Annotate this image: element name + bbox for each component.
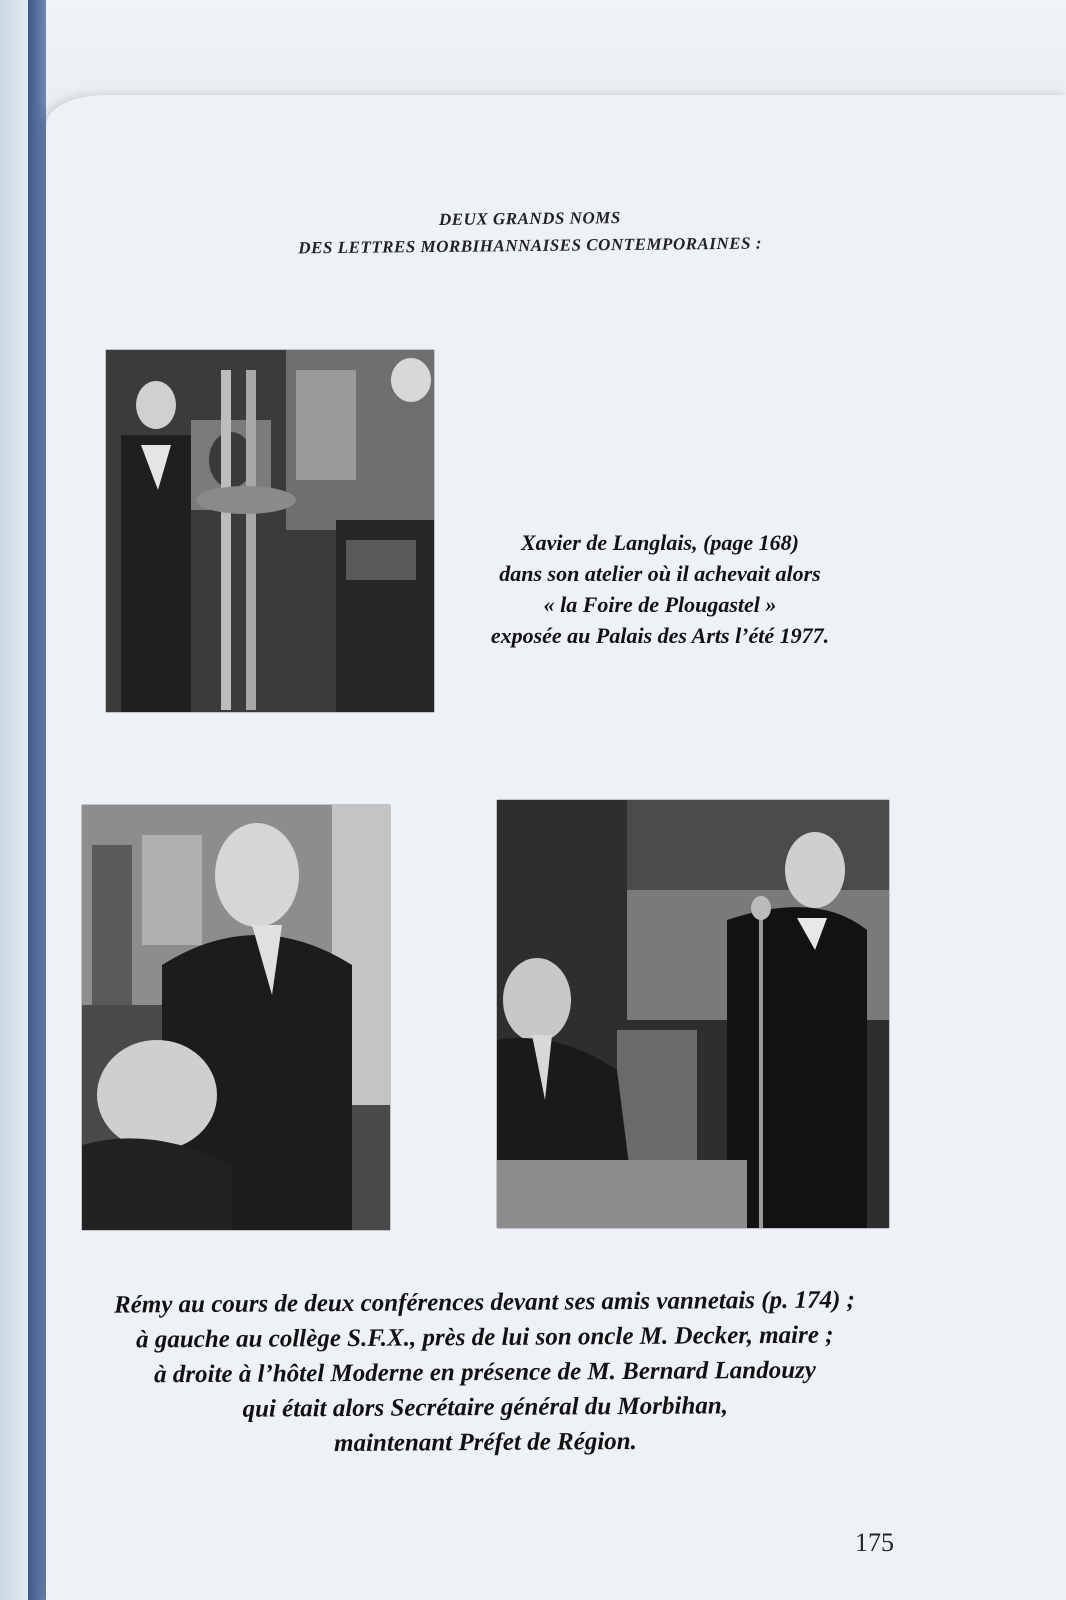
caption-bottom-line-2: à gauche au collège S.F.X., près de lui son oncle M. Decker, maire ; bbox=[135, 1321, 834, 1354]
photo-painter-studio bbox=[106, 350, 434, 712]
caption-bottom-line-4: qui était alors Secrétaire général du Morbihan, bbox=[242, 1392, 729, 1423]
caption-bottom-line-5: maintenant Préfet de Région. bbox=[334, 1427, 637, 1458]
caption-bottom-line-3: à droite à l’hôtel Moderne en présence de M. Bernard Landouzy bbox=[154, 1356, 816, 1389]
photo-conference-college bbox=[82, 805, 390, 1230]
caption-bottom bbox=[59, 1282, 910, 1463]
page-number: 175 bbox=[855, 1528, 894, 1557]
heading-line-1: DEUX GRANDS NOMS bbox=[438, 208, 621, 229]
caption-top-line-3: « la Foire de Plougastel » bbox=[543, 592, 777, 617]
caption-top-line-2: dans son atelier où il achevait alors bbox=[499, 561, 821, 586]
caption-bottom-line-1: Rémy au cours de deux conférences devant ses amis vannetais (p. 174) ; bbox=[113, 1286, 856, 1319]
caption-top bbox=[445, 527, 875, 651]
photo-conference-hotel bbox=[497, 800, 889, 1228]
caption-top-line-1: Xavier de Langlais, (page 168) bbox=[520, 530, 800, 555]
caption-top-line-4: exposée au Palais des Arts l’été 1977. bbox=[490, 623, 830, 648]
page-heading bbox=[130, 201, 931, 263]
book-spine bbox=[28, 0, 46, 1600]
heading-line-2: DES LETTRES MORBIHANNAISES CONTEMPORAINES : bbox=[298, 233, 763, 258]
previous-page-edge bbox=[0, 0, 46, 1600]
